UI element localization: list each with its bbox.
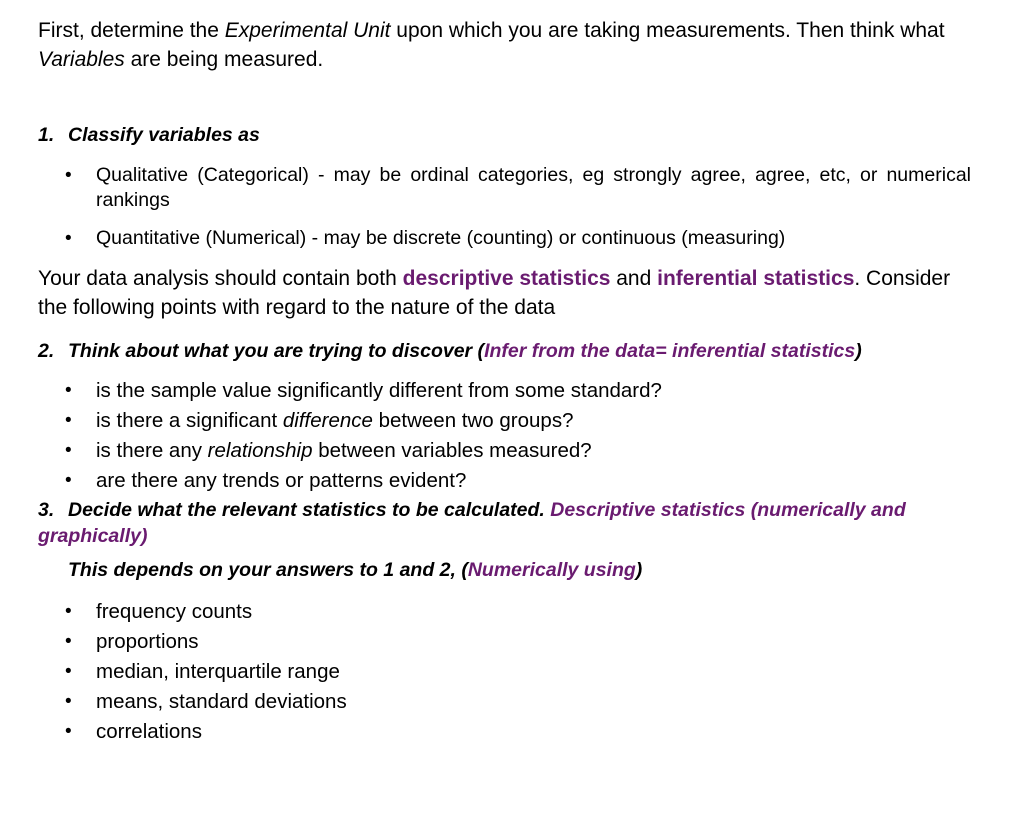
section3-number: 3. <box>38 499 55 521</box>
section3-list <box>56 597 971 747</box>
section2-list <box>56 376 971 496</box>
section1-heading <box>38 124 260 147</box>
list-item <box>56 376 971 406</box>
sample-value-question: is the sample value significantly different from some standard? <box>96 379 662 402</box>
intro-part-2: upon which you are taking measurements. Then think what <box>390 19 945 42</box>
bullet-icon: • <box>65 470 72 491</box>
difference-question-pre: is there a significant <box>96 409 283 432</box>
list-item <box>56 597 971 627</box>
relationship-term: relationship <box>207 439 313 462</box>
section3-highlight: Descriptive statistics (numerically and graphically) <box>38 499 906 547</box>
bullet-icon: • <box>65 410 72 431</box>
list-item <box>56 687 971 717</box>
section1-list <box>56 163 971 251</box>
section2-number: 2. <box>38 340 55 362</box>
section2-heading <box>38 338 978 364</box>
list-item <box>56 436 971 466</box>
section1-number: 1. <box>38 124 55 146</box>
intro-paragraph <box>38 16 978 74</box>
numerically-using-highlight: Numerically using <box>467 559 636 581</box>
bullet-icon: • <box>65 440 72 461</box>
difference-term: difference <box>282 409 373 432</box>
analysis-paragraph <box>38 264 978 322</box>
intro-part-1: First, determine the <box>38 19 225 42</box>
bullet-icon: • <box>65 165 72 186</box>
list-item <box>56 657 971 687</box>
qualitative-item: Qualitative (Categorical) - may be ordinal categories, eg strongly agree, agree, etc, or numerical rankings <box>96 164 971 211</box>
list-item <box>56 717 971 747</box>
analysis-part-1: Your data analysis should contain both <box>38 267 403 290</box>
quantitative-item: Quantitative (Numerical) - may be discrete (counting) or continuous (measuring) <box>96 227 786 249</box>
correlations-item: correlations <box>96 720 202 743</box>
relationship-question-post: between variables measured? <box>312 439 592 462</box>
bullet-icon: • <box>65 691 72 712</box>
section2-title: Think about what you are trying to discover ( <box>68 340 485 362</box>
list-item <box>56 406 971 436</box>
analysis-part-2: and <box>610 267 658 290</box>
depends-line <box>68 559 642 582</box>
intro-text <box>38 16 978 74</box>
bullet-icon: • <box>65 661 72 682</box>
list-item <box>56 226 971 251</box>
list-item <box>56 163 971 213</box>
section2-highlight: Infer from the data= inferential statistics <box>484 340 856 362</box>
bullet-icon: • <box>65 601 72 622</box>
frequency-counts-item: frequency counts <box>96 600 253 623</box>
section2-close: ) <box>855 340 862 362</box>
section3-title: Decide what the relevant statistics to be calculated. <box>68 499 551 521</box>
analysis-part-3: . Consider the following points with regard to the nature of the data <box>38 267 951 319</box>
section1-title: Classify variables as <box>68 124 260 146</box>
intro-part-3: are being measured. <box>124 48 324 71</box>
descriptive-statistics-term: descriptive statistics <box>402 267 611 290</box>
section3-heading <box>38 497 978 549</box>
trends-question: are there any trends or patterns evident? <box>96 469 467 492</box>
list-item <box>56 466 971 496</box>
bullet-icon: • <box>65 228 72 249</box>
bullet-icon: • <box>65 631 72 652</box>
depends-text: This depends on your answers to 1 and 2, ( <box>68 559 468 581</box>
median-item: median, interquartile range <box>96 660 340 683</box>
proportions-item: proportions <box>96 630 199 653</box>
relationship-question-pre: is there any <box>96 439 208 462</box>
bullet-icon: • <box>65 721 72 742</box>
inferential-statistics-term: inferential statistics <box>657 267 855 290</box>
experimental-unit-term: Experimental Unit <box>224 19 391 42</box>
variables-term: Variables <box>38 48 125 71</box>
depends-close: ) <box>635 559 643 581</box>
means-item: means, standard deviations <box>96 690 347 713</box>
bullet-icon: • <box>65 380 72 401</box>
list-item <box>56 627 971 657</box>
difference-question-post: between two groups? <box>372 409 574 432</box>
